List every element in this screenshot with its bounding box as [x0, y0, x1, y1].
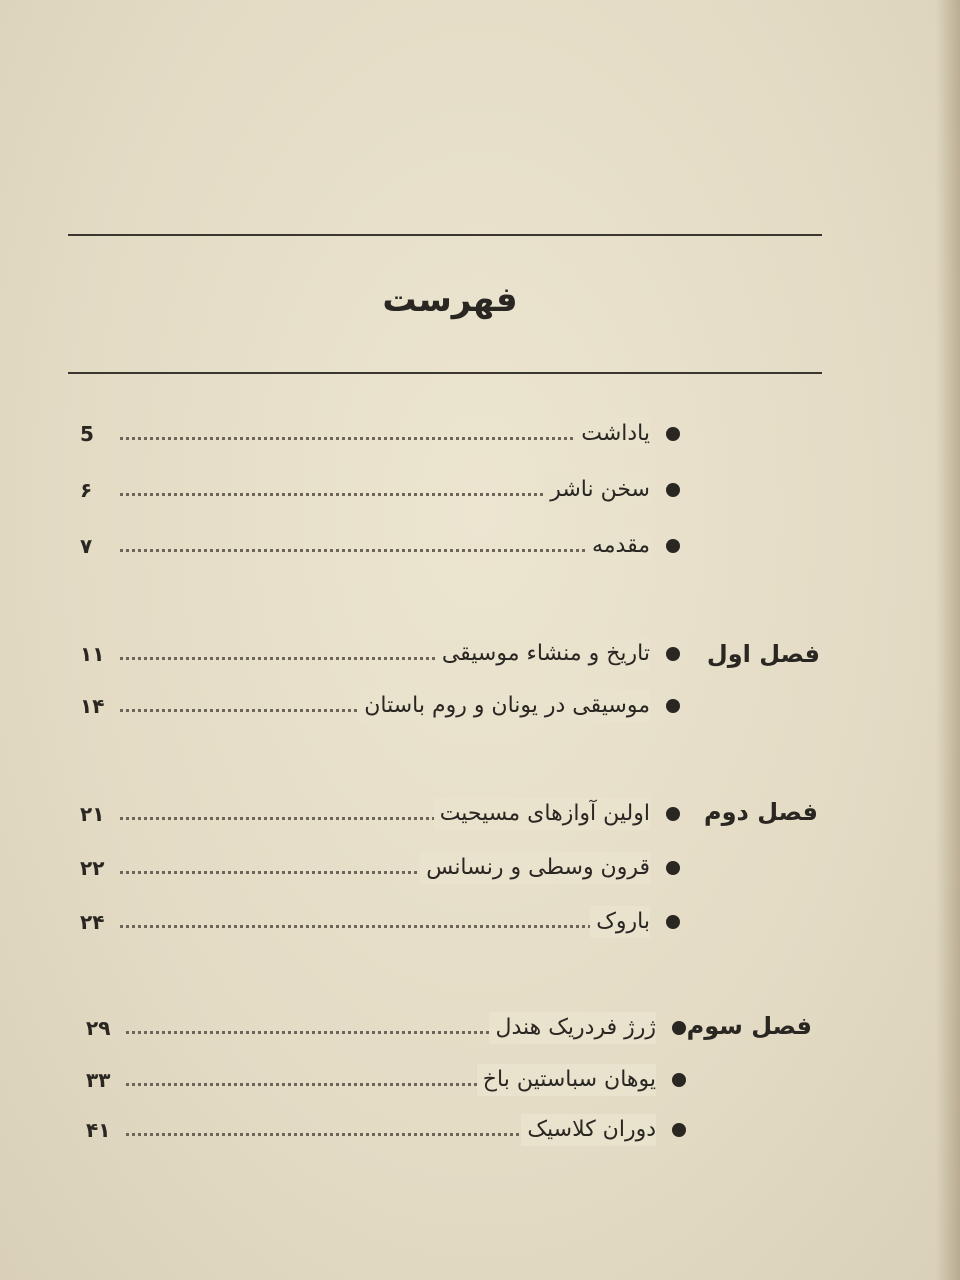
page-title: فهرست: [382, 280, 518, 320]
entry-label: یاداشت: [575, 418, 650, 450]
toc-entry[interactable]: [86, 1114, 686, 1146]
page-number: ۳۳: [86, 1068, 111, 1092]
entry-label: اولین آوازهای مسیحیت: [434, 798, 650, 830]
bullet-icon: [666, 427, 680, 441]
toc-entry[interactable]: [80, 798, 680, 830]
dot-leader: [120, 925, 645, 928]
toc-entry[interactable]: [86, 1064, 686, 1096]
bullet-icon: [666, 647, 680, 661]
chapter-heading: فصل سوم: [686, 1012, 812, 1040]
bullet-icon: [666, 699, 680, 713]
dot-leader: [120, 437, 645, 440]
page-number: ۱۴: [80, 694, 105, 718]
entry-label: سخن ناشر: [544, 474, 650, 506]
bullet-icon: [666, 483, 680, 497]
page-number: 5: [80, 422, 94, 446]
bullet-icon: [666, 915, 680, 929]
top-rule: [68, 234, 822, 236]
chapter-heading: فصل اول: [706, 640, 820, 668]
bullet-icon: [666, 861, 680, 875]
bottom-rule: [68, 372, 822, 374]
toc-entry[interactable]: [80, 418, 680, 450]
page-number: ۲۱: [80, 802, 105, 826]
toc-entry[interactable]: [80, 638, 680, 670]
entry-label: تاریخ و منشاء موسیقی: [436, 638, 650, 670]
bullet-icon: [672, 1073, 686, 1087]
entry-label: یوهان سباستین باخ: [477, 1064, 656, 1096]
entry-label: دوران کلاسیک: [521, 1114, 656, 1146]
page-number: ۷: [80, 534, 93, 558]
toc-entry[interactable]: [80, 474, 680, 506]
bullet-icon: [666, 539, 680, 553]
toc-entry[interactable]: [80, 530, 680, 562]
chapter-heading: فصل دوم: [704, 798, 818, 826]
entry-label: موسیقی در یونان و روم باستان: [358, 690, 650, 722]
page-number: ۲۹: [86, 1016, 111, 1040]
toc-entry[interactable]: [86, 1012, 686, 1044]
page-number: ۴۱: [86, 1118, 111, 1142]
dot-leader: [120, 549, 645, 552]
entry-label: ژرژ فردریک هندل: [489, 1012, 656, 1044]
page-spine-shadow: [936, 0, 960, 1280]
toc-entry[interactable]: [80, 690, 680, 722]
bullet-icon: [666, 807, 680, 821]
bullet-icon: [672, 1123, 686, 1137]
entry-label: مقدمه: [586, 530, 650, 562]
page-number: ۲۴: [80, 910, 105, 934]
page-number: ۱۱: [80, 642, 105, 666]
entry-label: قرون وسطی و رنسانس: [420, 852, 650, 884]
entry-label: باروک: [590, 906, 650, 938]
page-number: ۲۲: [80, 856, 105, 880]
bullet-icon: [672, 1021, 686, 1035]
toc-entry[interactable]: [80, 906, 680, 938]
page-number: ۶: [80, 478, 93, 502]
toc-entry[interactable]: [80, 852, 680, 884]
